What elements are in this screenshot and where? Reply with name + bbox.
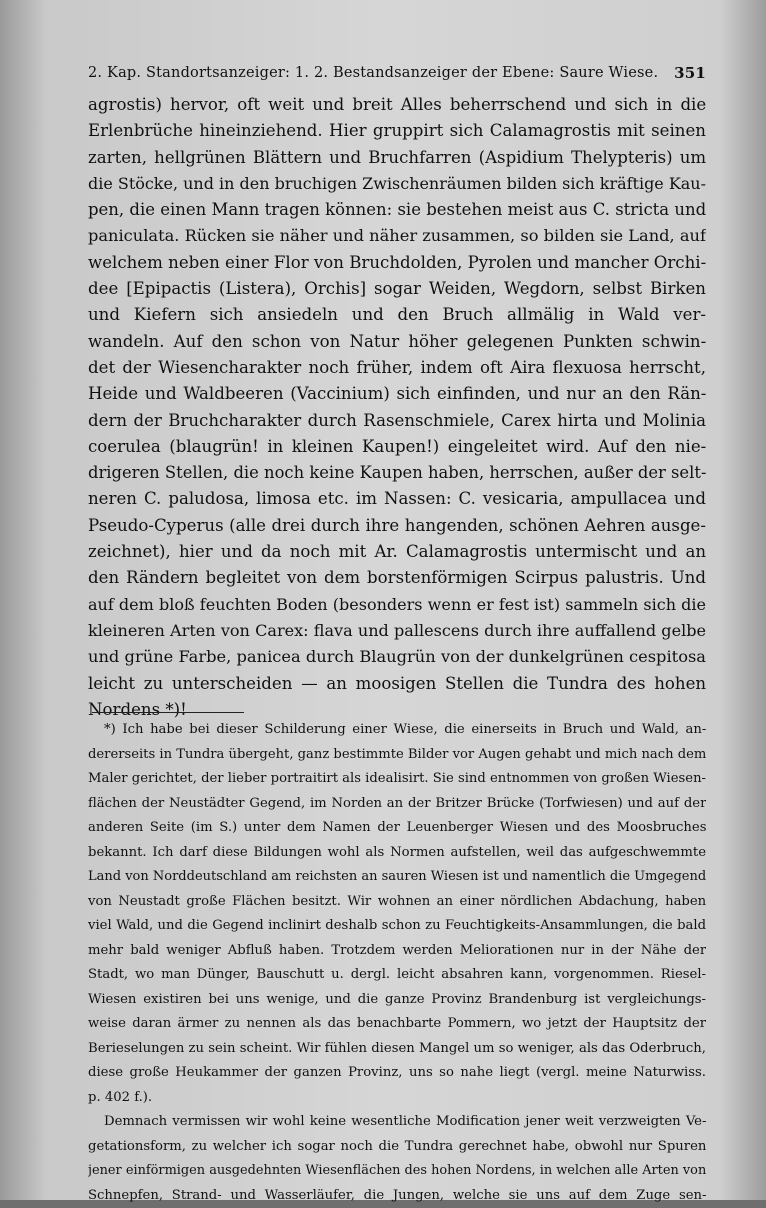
footnote-line: flächen der Neustädter Gegend, im Norden an der Britzer Brücke (Torfwiesen) und auf der [88,792,706,817]
footnote-line: Stadt, wo man Dünger, Bauschutt u. dergl. leicht absahren kann, vorgenommen. Riesel- [88,963,706,988]
text-line: neren C. paludosa, limosa etc. im Nassen: C. vesicaria, ampullacea und [88,486,706,512]
text-line: zeichnet), hier und da noch mit Ar. Calamagrostis untermischt und an [88,539,706,565]
footnote-line: getationsform, zu welcher ich sogar noch die Tundra gerechnet habe, obwohl nur Spuren [88,1135,706,1160]
text-line: welchem neben einer Flor von Bruchdolden, Pyrolen und mancher Orchi- [88,250,706,276]
text-line: Heide und Waldbeeren (Vaccinium) sich einfinden, und nur an den Rän- [88,381,706,407]
text-line: den Rändern begleitet von dem borstenförmigen Scirpus palustris. Und [88,565,706,591]
footnote-line: anderen Seite (im S.) unter dem Namen der Leuenberger Wiesen und des Moosbruches [88,816,706,841]
text-line: drigeren Stellen, die noch keine Kaupen haben, herrschen, außer der selt- [88,460,706,486]
footnote-line: Demnach vermissen wir wohl keine wesentliche Modification jener weit verzweigten Ve- [88,1110,706,1135]
footnote-line: von Neustadt große Flächen besitzt. Wir wohnen an einer nördlichen Abdachung, haben [88,890,706,915]
footnote-line: Schnepfen, Strand- und Wasserläufer, die Jungen, welche sie uns auf dem Zuge sen- [88,1184,706,1208]
footnote-line: dererseits in Tundra übergeht, ganz bestimmte Bilder vor Augen gehabt und mich nach dem [88,743,706,768]
main-text [88,92,706,723]
text-line: pen, die einen Mann tragen können: sie bestehen meist aus C. stricta und [88,197,706,223]
page-number: 351 [674,64,706,82]
text-line: und Kiefern sich ansiedeln und den Bruch allmälig in Wald ver- [88,302,706,328]
text-line: Pseudo-Cyperus (alle drei durch ihre hangenden, schönen Aehren ausge- [88,513,706,539]
text-line: dern der Bruchcharakter durch Rasenschmiele, Carex hirta und Molinia [88,408,706,434]
footnote-line: weise daran ärmer zu nennen als das benachbarte Pommern, wo jetzt der Hauptsitz der [88,1012,706,1037]
text-line: paniculata. Rücken sie näher und näher zusammen, so bilden sie Land, auf [88,223,706,249]
text-line: coerulea (blaugrün! in kleinen Kaupen!) eingeleitet wird. Auf den nie- [88,434,706,460]
text-line: die Stöcke, und in den bruchigen Zwischenräumen bilden sich kräftige Kau- [88,171,706,197]
footnote-line: bekannt. Ich darf diese Bildungen wohl als Normen aufstellen, weil das aufgeschwemmte [88,841,706,866]
footnote-line: viel Wald, und die Gegend inclinirt deshalb schon zu Feuchtigkeits-Ansammlungen, die bald [88,914,706,939]
text-line: kleineren Arten von Carex: flava und pallescens durch ihre auffallend gelbe [88,618,706,644]
text-line: det der Wiesencharakter noch früher, indem oft Aira flexuosa herrscht, [88,355,706,381]
text-line: Erlenbrüche hineinziehend. Hier gruppirt sich Calamagrostis mit seinen [88,118,706,144]
footnote-line: Wiesen existiren bei uns wenige, und die ganze Provinz Brandenburg ist vergleichungs- [88,988,706,1013]
text-line: zarten, hellgrünen Blättern und Bruchfarren (Aspidium Thelypteris) um [88,145,706,171]
text-line: dee [Epipactis (Listera), Orchis] sogar Weiden, Wegdorn, selbst Birken [88,276,706,302]
footnote-line: Maler gerichtet, der lieber portraitirt als idealisirt. Sie sind entnommen von großen Wiesen- [88,767,706,792]
text-line: wandeln. Auf den schon von Natur höher gelegenen Punkten schwin- [88,329,706,355]
footnote [88,718,706,1208]
footnote-line: p. 402 f.). [88,1086,706,1111]
running-title: 2. Kap. Standortsanzeiger: 1. 2. Bestandsanzeiger der Ebene: Saure Wiese. [88,65,658,81]
text-line: agrostis) hervor, oft weit und breit Alles beherrschend und sich in die [88,92,706,118]
running-header [88,60,706,86]
footnote-line: diese große Heukammer der ganzen Provinz, uns so nahe liegt (vergl. meine Naturwiss. [88,1061,706,1086]
text-line: auf dem bloß feuchten Boden (besonders wenn er fest ist) sammeln sich die [88,592,706,618]
text-line: und grüne Farbe, panicea durch Blaugrün von der dunkelgrünen cespitosa [88,644,706,670]
footnote-line: jener einförmigen ausgedehnten Wiesenflächen des hohen Nordens, in welchen alle Arten von [88,1159,706,1184]
footnote-line: *) Ich habe bei dieser Schilderung einer Wiese, die einerseits in Bruch und Wald, an- [88,718,706,743]
footnote-line: mehr bald weniger Abfluß haben. Trotzdem werden Meliorationen nur in der Nähe der [88,939,706,964]
footnote-line: Land von Norddeutschland am reichsten an sauren Wiesen ist und namentlich die Umgegend [88,865,706,890]
text-line: leicht zu unterscheiden — an moosigen Stellen die Tundra des hohen [88,671,706,697]
text-line: Nordens *)! [88,697,706,723]
footnote-separator [92,712,244,713]
footnote-line: Berieselungen zu sein scheint. Wir fühlen diesen Mangel um so weniger, als das Oderbruch, [88,1037,706,1062]
